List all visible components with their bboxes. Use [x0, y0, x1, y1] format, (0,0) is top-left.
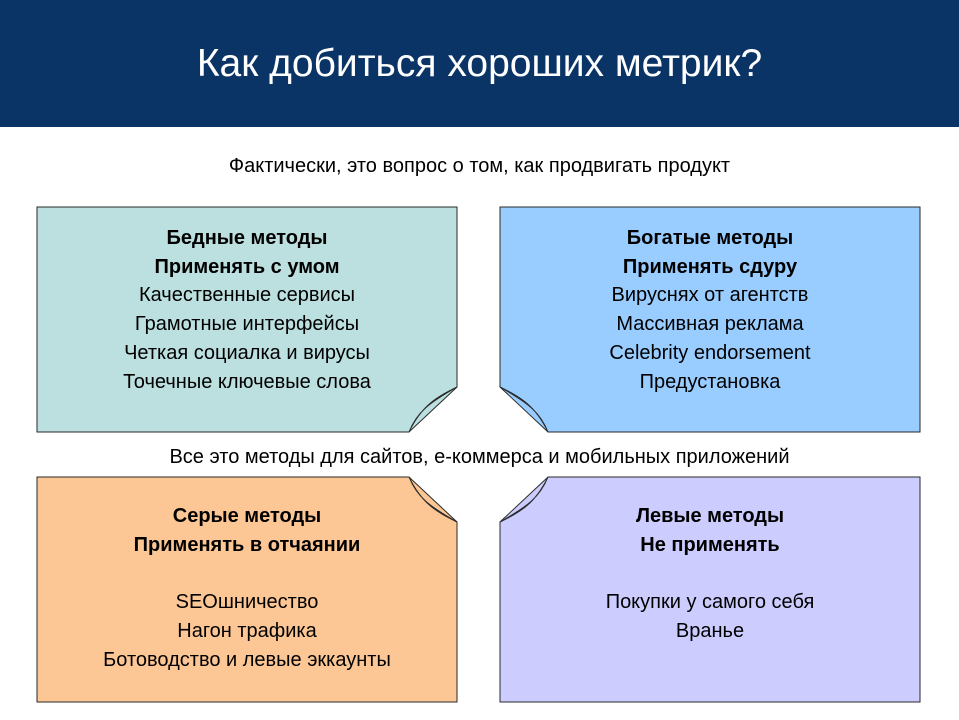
note-rich-methods	[500, 207, 920, 432]
note-line: Качественные сервисы	[138, 284, 356, 307]
note-line: Предустановка	[639, 370, 781, 393]
note-subheading: Применять сдуру	[622, 255, 798, 278]
note-line: Ботоводство и левые эккаунты	[103, 648, 391, 671]
note-heading: Серые методы	[172, 505, 322, 527]
note-subheading: Применять в отчаянии	[133, 533, 361, 556]
note-heading: Бедные методы	[166, 227, 328, 249]
note-heading: Левые методы	[635, 505, 785, 527]
note-subheading: Не применять	[640, 533, 780, 556]
note-spacer	[37, 559, 457, 588]
note-line: Четкая социалка и вирусы	[124, 341, 370, 364]
note-line: Точечные ключевые слова	[123, 370, 371, 393]
note-subheading: Применять с умом	[154, 255, 340, 278]
note-line: Celebrity endorsement	[609, 341, 811, 364]
note-bad-methods	[500, 477, 920, 702]
note-spacer	[500, 559, 920, 588]
note-line: SEOшничество	[175, 591, 319, 614]
note-line: Вранье	[675, 619, 745, 642]
note-poor-methods	[37, 207, 457, 432]
note-line: Нагон трафика	[177, 619, 317, 642]
middle-caption: Все это методы для сайтов, е-коммерса и мобильных приложений	[169, 446, 790, 468]
note-line: Вируснях от агентств	[611, 284, 809, 307]
note-line: Грамотные интерфейсы	[134, 313, 360, 336]
note-gray-methods	[37, 477, 457, 702]
slide-title: Как добиться хороших метрик?	[196, 41, 763, 85]
note-line: Покупки у самого себя	[605, 591, 815, 614]
note-heading: Богатые методы	[626, 227, 794, 249]
note-line: Массивная реклама	[616, 313, 804, 336]
subtitle: Фактически, это вопрос о том, как продвигать продукт	[228, 155, 731, 177]
